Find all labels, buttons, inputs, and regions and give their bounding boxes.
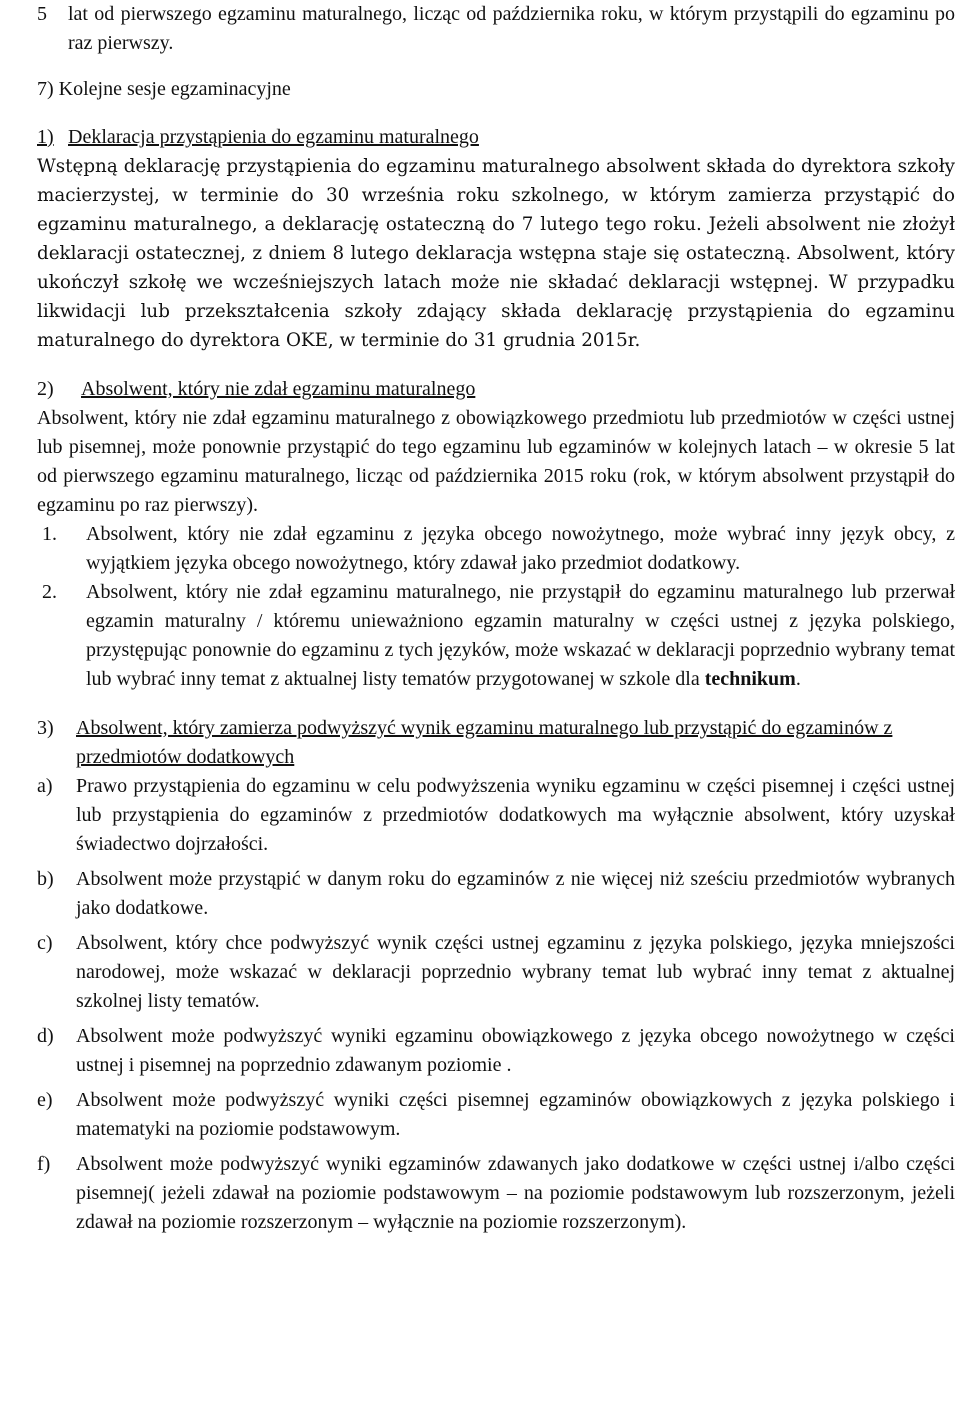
continuation-paragraph — [37, 0, 955, 58]
subsection-1 — [37, 123, 955, 355]
list-item-text: Absolwent może podwyższyć wyniki egzaminu obowiązkowego z języka obcego nowożytnego w części ustnej i pisemnej na poprzednio zdawanym poziomie . — [76, 1025, 955, 1076]
list-item-text: Absolwent, który chce podwyższyć wynik części ustnej egzaminu z języka polskiego, języka mniejszości narodowej, może wskazać w deklaracji poprzednio wybrany temat lub wybrać inny temat z aktualnej szkolnej listy tematów. — [76, 932, 955, 1012]
list-item-number: 1. — [42, 523, 57, 545]
list-item-text: Prawo przystąpienia do egzaminu w celu podwyższenia wyniku egzaminu w części pisemnej i części ustnej lub przystąpienia do egzaminów z przedmiotów dodatkowych ma wyłącznie absolwent, który uzyskał świadectwo dojrzałości. — [76, 775, 955, 855]
list-item-text-tail: . — [795, 668, 801, 690]
list-item — [37, 1150, 955, 1237]
list-item — [37, 772, 955, 859]
section-7-heading: 7) Kolejne sesje egzaminacyjne — [37, 78, 291, 100]
list-item — [37, 929, 955, 1016]
subsection-1-body-c: Absolwent, który ukończył szkołę we wcześniejszych latach może nie składać deklaracji wstępnej. — [37, 243, 955, 293]
list-item — [37, 865, 955, 923]
list-item-text: Absolwent może podwyższyć wyniki części pisemnej egzaminów obowiązkowych z języka polskiego i matematyki na poziomie podstawowym. — [76, 1089, 955, 1140]
subsection-1-body-b: Jeżeli absolwent nie złożył deklaracji ostatecznej, z dniem 8 lutego deklaracja wstępna staje się ostateczną. — [37, 214, 955, 264]
subsection-1-title: Deklaracja przystąpienia do egzaminu maturalnego — [68, 126, 479, 148]
continuation-text: lat od pierwszego egzaminu maturalnego, licząc od października roku, w którym przystąpili do egzaminu po raz pierwszy. — [68, 3, 955, 54]
subsection-2-body: Absolwent, który nie zdał egzaminu maturalnego z obowiązkowego przedmiotu lub przedmiotów w części ustnej lub pisemnej, może ponownie przystąpić do tego egzaminu lub egzaminów w kolejnych latach – w okresie 5 lat od pierwszego egzaminu maturalnego, licząc od października 2015 roku (rok, w którym absolwent przystąpił do egzaminu po raz pierwszy). — [37, 407, 955, 516]
list-item-text: Absolwent, który nie zdał egzaminu z języka obcego nowożytnego, może wybrać inny język obcy, z wyjątkiem języka obcego nowożytnego, który zdawał jako przedmiot dodatkowy. — [86, 523, 955, 574]
subsection-1-body-a: Wstępną deklarację przystąpienia do egzaminu maturalnego absolwent składa do dyrektora szkoły macierzystej, w terminie do 30 września roku szkolnego, w którym zamierza przystąpić do egzaminu maturalnego, a deklarację ostateczną do 7 lutego tego roku. — [37, 156, 955, 235]
document-page — [37, 0, 955, 1237]
list-item-letter: c) — [37, 932, 53, 954]
list-item-letter: b) — [37, 868, 54, 890]
subsection-1-title-row — [37, 123, 955, 152]
list-item-letter: d) — [37, 1025, 54, 1047]
subsection-2 — [37, 375, 955, 694]
subsection-3-number: 3) — [37, 717, 54, 739]
continuation-number: 5 — [37, 3, 47, 25]
subsection-2-title: Absolwent, który nie zdał egzaminu maturalnego — [81, 378, 476, 400]
list-item — [42, 520, 955, 578]
list-item-text-main: Absolwent, który nie zdał egzaminu maturalnego, nie przystąpił do egzaminu maturalnego lub przerwał egzamin maturalny / któremu unieważniono egzamin maturalny w części ustnej z języka polskiego, przystępując ponownie do egzaminu z tych języków, może wskazać w deklaracji poprzednio wybrany temat lub wybrać inny temat z aktualnej listy tematów przygotowanej w szkole dla — [86, 581, 955, 690]
list-item — [37, 1086, 955, 1144]
subsection-1-body-d: W przypadku likwidacji lub przekształcenia szkoły zdający składa deklarację przystąpienia do egzaminu maturalnego do dyrektora OKE, w terminie do 31 grudnia 2015r. — [37, 272, 955, 351]
list-item-text-bold: technikum — [704, 668, 796, 690]
subsection-1-number: 1) — [37, 126, 54, 148]
subsection-2-title-row — [37, 375, 955, 404]
list-item-text — [86, 578, 955, 694]
subsection-1-body — [37, 152, 955, 355]
subsection-3-title: Absolwent, który zamierza podwyższyć wynik egzaminu maturalnego lub przystąpić do egzaminów z przedmiotów dodatkowych — [76, 717, 893, 768]
list-item — [42, 578, 955, 694]
list-item-text: Absolwent może podwyższyć wyniki egzaminów zdawanych jako dodatkowe w części ustnej i/albo części pisemnej( jeżeli zdawał na poziomie podstawowym – na poziomie podstawowym lub rozszerzonym, jeżeli zdawał na poziomie rozszerzonym – wyłącznie na poziomie rozszerzonym). — [76, 1153, 955, 1233]
list-item-text: Absolwent może przystąpić w danym roku do egzaminów z nie więcej niż sześciu przedmiotów wybranych jako dodatkowe. — [76, 868, 955, 919]
subsection-2-number: 2) — [37, 378, 54, 400]
list-item-letter: a) — [37, 775, 53, 797]
list-item-letter: e) — [37, 1089, 53, 1111]
subsection-3-list — [37, 772, 955, 1237]
subsection-3 — [37, 714, 955, 1237]
list-item — [37, 1022, 955, 1080]
list-item-letter: f) — [37, 1153, 51, 1175]
subsection-2-list — [37, 520, 955, 694]
list-item-number: 2. — [42, 581, 57, 603]
subsection-3-title-row — [37, 714, 955, 772]
